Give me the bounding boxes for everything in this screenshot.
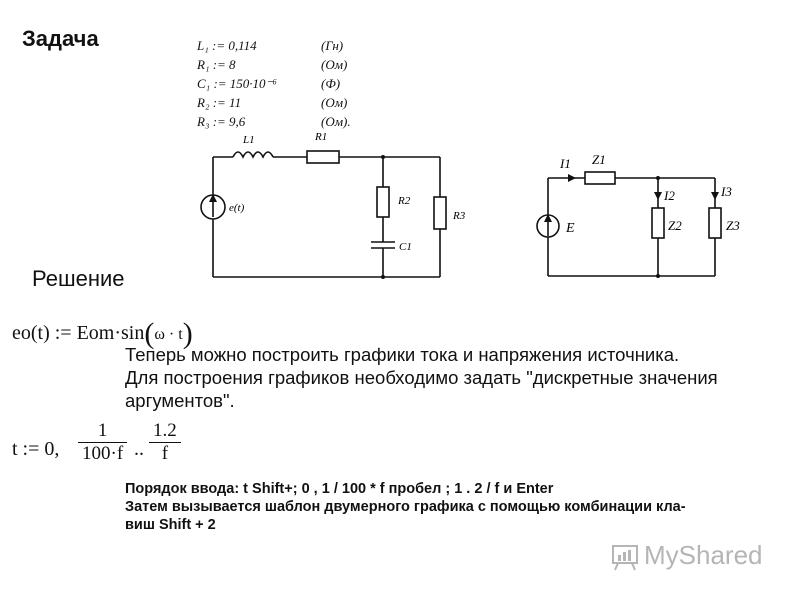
r1-label: R1 — [315, 131, 328, 143]
fraction-numerator: 1 — [78, 420, 127, 443]
watermark-text: MyShared — [644, 540, 763, 570]
explanation-text — [125, 343, 795, 412]
circuit-diagram-2 — [530, 150, 760, 285]
z1-impedance — [585, 172, 615, 184]
r2-resistor — [377, 187, 389, 217]
param-def: R₃ := 9,6 — [197, 114, 246, 129]
presentation-icon — [610, 543, 640, 571]
c1-label: C1 — [399, 241, 412, 253]
param-unit: (Гн) — [321, 38, 344, 53]
fraction-end — [149, 420, 181, 465]
l1-label: L1 — [243, 134, 255, 146]
z3-impedance — [709, 208, 721, 238]
fraction-step — [78, 420, 127, 465]
i1-label: I1 — [560, 156, 571, 171]
source-label: e(t) — [229, 202, 245, 214]
input-instructions — [125, 480, 795, 534]
equation-argument: ω · t — [154, 326, 183, 343]
param-unit: (Ом) — [321, 95, 348, 110]
fraction-denominator: 100·f — [82, 443, 124, 464]
r2-label: R2 — [398, 195, 411, 207]
source-voltage-equation: eo(t) := Eom·sin(ω · t) — [12, 317, 193, 350]
i3-label: I3 — [721, 184, 732, 199]
param-def: R₂ := 11 — [197, 95, 242, 110]
text-line: аргументов". — [125, 390, 235, 411]
z2-label: Z2 — [668, 218, 682, 233]
fraction-numerator: 1.2 — [149, 420, 181, 443]
instruction-line: Порядок ввода: t Shift+; 0 , 1 / 100 * f пробел ; 1 . 2 / f и Enter — [125, 481, 554, 497]
range-separator: .. — [134, 438, 144, 460]
text-line: Теперь можно построить графики тока и напряжения источника. — [125, 344, 680, 365]
time-range-equation — [12, 420, 272, 480]
z3-label: Z3 — [726, 218, 740, 233]
circuit-diagram-1 — [195, 125, 480, 285]
task-heading: Задача — [22, 26, 99, 51]
i2-label: I2 — [664, 188, 675, 203]
r1-resistor — [307, 151, 339, 163]
text-line: Для построения графиков необходимо задать "дискретные значения — [125, 367, 718, 388]
e-label: E — [566, 221, 575, 236]
solution-heading: Решение — [32, 266, 125, 291]
z2-impedance — [652, 208, 664, 238]
fraction-denominator: f — [161, 443, 169, 464]
instruction-line: виш Shift + 2 — [125, 517, 216, 533]
param-def: C₁ := 150·10⁻⁶ — [197, 76, 277, 91]
current-arrow-icon — [711, 192, 719, 200]
r3-label: R3 — [453, 210, 466, 222]
r3-resistor — [434, 197, 446, 229]
param-unit: (Ф) — [321, 76, 341, 91]
current-arrow-icon — [654, 192, 662, 200]
param-def: L₁ := 0,114 — [197, 38, 257, 53]
equation-lhs: t := 0, — [12, 438, 60, 460]
param-def: R₁ := 8 — [197, 57, 236, 72]
param-unit: (Ом). — [321, 114, 351, 129]
watermark — [610, 540, 763, 571]
param-unit: (Ом) — [321, 57, 348, 72]
current-arrow-icon — [568, 174, 576, 182]
z1-label: Z1 — [592, 152, 606, 167]
equation-lhs: eo(t) := Eom·sin — [12, 322, 145, 344]
instruction-line: Затем вызывается шаблон двумерного графика с помощью комбинации кла- — [125, 499, 686, 515]
